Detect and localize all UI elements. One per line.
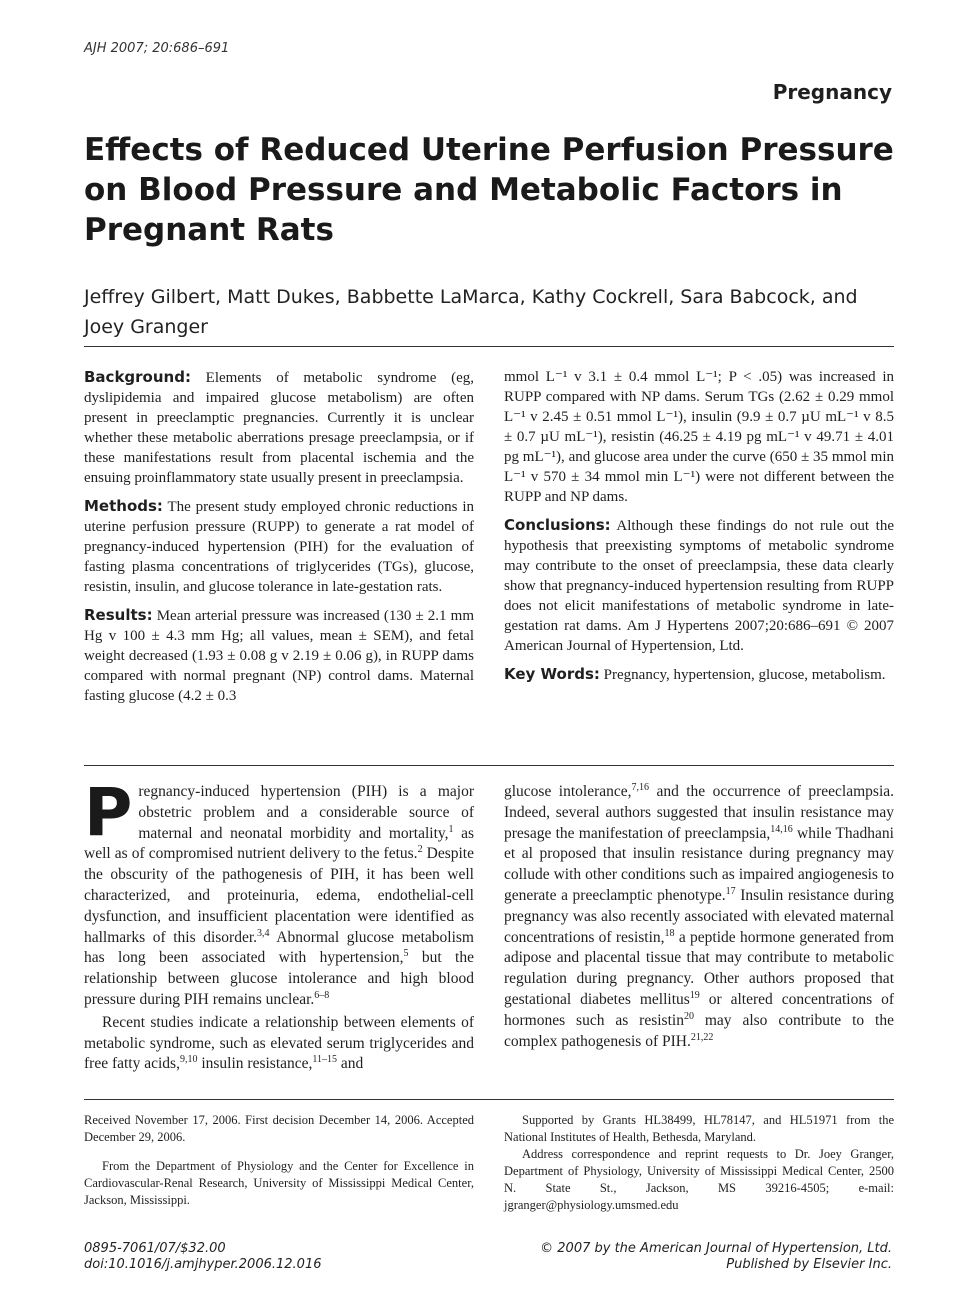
citation-ref: 20 [683,1010,694,1022]
drop-cap: P [84,774,133,851]
body-paragraph-1 [84,774,474,1011]
abstract-methods [84,496,474,597]
abstract-conclusions [504,515,894,656]
body-text: while Thadhani et al proposed that insulin resistance during pregnancy may collude with other conditions such as impaired angiogenesis to generate a preeclamptic phenotype. [504,824,894,904]
journal-reference: AJH 2007; 20:686–691 [84,41,230,56]
abstract-results [84,605,474,706]
doi[interactable]: doi:10.1016/j.amjhyper.2006.12.016 [84,1257,322,1272]
citation-ref: 21,22 [690,1031,714,1043]
results-text-continued: mmol L⁻¹ v 3.1 ± 0.4 mmol L⁻¹; P < .05) was increased in RUPP compared with NP dams. Serum TGs (2.62 ± 0.29 mmol L⁻¹ v 2.45 ± 0.51 mmol L⁻¹), insulin (9.9 ± 0.7 µU mL⁻¹ v 8.5 ± 0.7 µU mL⁻¹), resistin (46.25 ± 4.19 pg mL⁻¹ v 49.71 ± 4.01 pg mL⁻¹), and glucose area under the curve (650 ± 35 mmol min L⁻¹ v 570 ± 34 mmol min L⁻¹) were not different between the RUPP and NP dams. [504,369,894,505]
body-text: Recent studies indicate a relationship between elements of metabolic syndrome, such as elevated serum triglycerides and free fatty acids, [84,1013,474,1073]
body-text: and the occurrence of preeclampsia. Indeed, several authors suggested that insulin resistance may presage the manifestation of preeclampsia, [504,783,894,842]
conclusions-label: Conclusions: [504,516,611,534]
body-text: may also contribute to the complex pathogenesis of PIH. [504,1011,894,1050]
citation-ref: 11–15 [312,1054,338,1066]
body-left-column [84,774,474,1075]
abstract-bottom-rule [84,765,894,766]
keywords-text: Pregnancy, hypertension, glucose, metabolism. [603,667,886,683]
body-text: Insulin resistance during pregnancy was also recently associated with elevated maternal concentrations of resistin, [504,886,894,946]
conclusions-text: Although these findings do not rule out the hypothesis that preexisting symptoms of metabolic syndrome may contribute to the onset of preeclampsia, these data clearly show that pregnancy-induced hypertension resulting from RUPP does not elicit manifestations of metabolic syndrome in late-gestation rat dams. Am J Hypertens 2007;20:686–691 © 2007 American Journal of Hypertension, Ltd. [504,518,894,654]
body-text: regnancy-induced hypertension (PIH) is a major obstetric problem and a considerable source of maternal and neonatal morbidity and mortality, [138,783,474,842]
body-text: or altered concentrations of hormones such as resistin [504,990,894,1029]
issn-price: 0895-7061/07/$32.00 [84,1241,226,1256]
abstract-top-rule [84,346,894,347]
citation-ref: 7,16 [631,781,650,793]
citation-ref: 5 [403,948,409,960]
footer-left [84,1241,322,1273]
citation-ref: 2 [417,844,423,856]
citation-ref: 14,16 [770,823,793,835]
citation-ref: 3,4 [257,927,270,939]
abstract-results-continued [504,367,894,507]
affiliation-note: From the Department of Physiology and the Center for Excellence in Cardiovascular-Renal Research, University of Mississippi Medical Center, Jackson, Mississippi. [84,1159,474,1207]
abstract-left-column [84,367,474,714]
author-list: Jeffrey Gilbert, Matt Dukes, Babbette LaMarca, Kathy Cockrell, Sara Babcock, and Joey Granger [84,286,858,338]
citation-ref: 17 [725,885,736,897]
citation-ref: 19 [689,989,700,1001]
background-label: Background: [84,368,191,386]
body-text: insulin resistance, [197,1055,313,1073]
correspondence-note: Address correspondence and reprint requests to Dr. Joey Granger, Department of Physiology, University of Mississippi Medical Center, 2500 N. State St., Jackson, MS 39216-4505; e-mail: jgranger@physiology.umsmed.edu [504,1147,894,1212]
notes-left-column [84,1112,474,1221]
article-title: Effects of Reduced Uterine Perfusion Pressure on Blood Pressure and Metabolic Factors in Pregnant Rats [84,132,894,248]
section-label: Pregnancy [772,80,892,104]
notes-top-rule [84,1099,894,1100]
body-right-column [504,782,894,1052]
body-paragraph-continued [504,782,894,1052]
body-text: and [337,1055,364,1073]
methods-label: Methods: [84,497,163,515]
received-dates: Received November 17, 2006. First decision December 14, 2006. Accepted December 29, 2006. [84,1113,474,1144]
funding-note: Supported by Grants HL38499, HL78147, and HL51971 from the National Institutes of Health, Bethesda, Maryland. [504,1113,894,1144]
body-paragraph-2 [84,1013,474,1075]
abstract-background [84,367,474,488]
body-text: Despite the obscurity of the pathogenesis of PIH, it has been well characterized, and proteinuria, edema, endothelial-cell dysfunction, and insufficient placentation were identified as hallmarks of this disorder. [84,845,474,946]
body-text: a peptide hormone generated from adipose and placental tissue that may contribute to metabolic regulation during pregnancy. Other authors proposed that gestational diabetes mellitus [504,928,894,1008]
results-label: Results: [84,606,153,624]
publisher-line: Published by Elsevier Inc. [726,1257,892,1272]
footer-right [540,1241,892,1273]
body-text: as well as of compromised nutrient delivery to the fetus. [84,824,474,863]
body-text: glucose intolerance, [504,783,632,800]
abstract-keywords [504,664,894,685]
methods-text: The present study employed chronic reductions in uterine perfusion pressure (RUPP) to generate a rat model of pregnancy-induced hypertension (PIH) for the evaluation of fasting plasma concentrations of triglycerides (TGs), glucose, resistin, insulin, and glucose tolerance in late-gestation rats. [84,499,474,595]
citation-ref: 6–8 [314,989,330,1001]
background-text: Elements of metabolic syndrome (eg, dyslipidemia and impaired glucose metabolism) are often present in preeclamptic pregnancies. Currently it is unclear whether these metabolic aberrations presage preeclampsia, or if these manifestations result from placental ischemia and the ensuing proinflammatory state usually present in preeclampsia. [84,370,474,486]
results-text: Mean arterial pressure was increased (130 ± 2.1 mm Hg v 100 ± 4.3 mm Hg; all values, mean ± SEM), and fetal weight decreased (1.93 ± 0.08 g v 2.19 ± 0.06 g), in RUPP dams compared with normal pregnant (NP) control dams. Maternal fasting glucose (4.2 ± 0.3 [84,608,475,704]
keywords-label: Key Words: [504,665,600,683]
notes-right-column [504,1112,894,1226]
copyright-line: © 2007 by the American Journal of Hypertension, Ltd. [540,1241,892,1256]
citation-ref: 1 [448,823,454,835]
citation-ref: 9,10 [179,1054,198,1066]
body-text: but the relationship between glucose intolerance and high blood pressure during PIH remains unclear. [84,949,474,1008]
abstract-right-column [504,367,894,693]
body-text: Abnormal glucose metabolism has long been associated with hypertension, [84,928,474,967]
citation-ref: 18 [664,927,675,939]
